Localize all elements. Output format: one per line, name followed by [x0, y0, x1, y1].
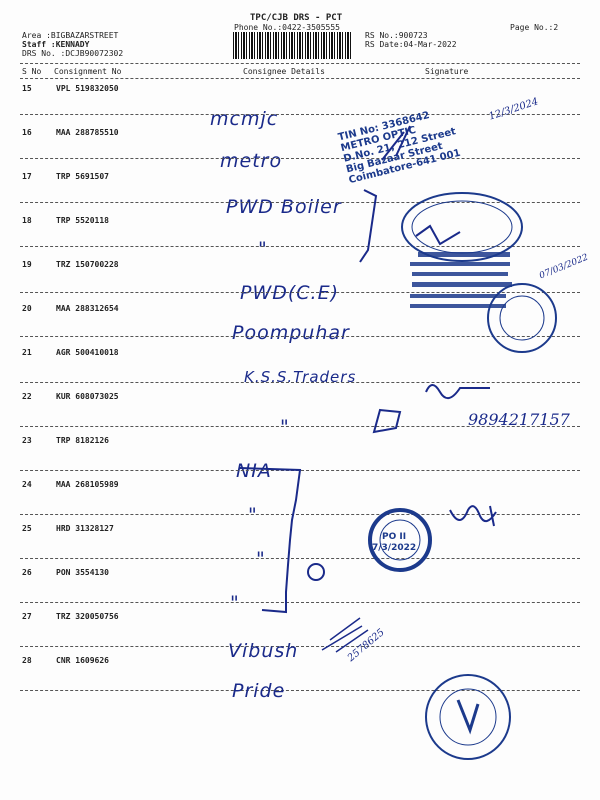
logo-seal — [488, 284, 556, 352]
consignee-handwriting: PWD(C.E) — [240, 282, 340, 304]
row-consignment: TRP 5520118 — [56, 216, 109, 225]
row-consignment: HRD 31328127 — [56, 524, 114, 533]
col-signature: Signature — [425, 67, 469, 76]
row-sno: 23 — [22, 436, 32, 445]
row-consignment: AGR 500410018 — [56, 348, 119, 357]
staff-label: Staff :KENNADY — [22, 40, 90, 49]
consignee-handwriting: mcmjc — [210, 108, 279, 130]
po-stamp-text: PO II 7/3/2022 — [372, 532, 417, 553]
rs-date: RS Date:04-Mar-2022 — [365, 40, 457, 49]
consignee-handwriting: " — [230, 592, 240, 614]
row-consignment: TRZ 150700228 — [56, 260, 119, 269]
bracket-stroke — [240, 468, 300, 612]
row-consignment: KUR 608073025 — [56, 392, 119, 401]
consignee-handwriting: " — [258, 238, 268, 260]
row-consignment: VPL 519832050 — [56, 84, 119, 93]
consignee-handwriting: " — [256, 548, 266, 570]
col-consignment: Consignment No — [54, 67, 122, 76]
row-sno: 18 — [22, 216, 32, 225]
row-sno: 26 — [22, 568, 32, 577]
consignee-handwriting: NIA — [236, 460, 272, 482]
page-number: Page No.:2 — [510, 23, 559, 32]
col-sno: S No — [22, 67, 42, 76]
lubricants-seal — [426, 675, 510, 759]
row-sno: 15 — [22, 84, 32, 93]
document-title: TPC/CJB DRS - PCT — [250, 13, 343, 23]
metro-optics-stamp: TIN No: 3368642 METRO OPTIC D.No. 21, 212 Street Big Bazaar Street Coimbatore-641 001 — [337, 110, 462, 187]
phone-number: Phone No.:0422-3505555 — [234, 23, 340, 32]
po-stamp — [370, 510, 430, 570]
row-sno: 28 — [22, 656, 32, 665]
consignee-handwriting: " — [248, 504, 258, 526]
row-sno: 16 — [22, 128, 32, 137]
row-sno: 17 — [22, 172, 32, 181]
row-consignment: TRP 8182126 — [56, 436, 109, 445]
signature-phone: 9894217157 — [468, 410, 570, 429]
row-consignment: MAA 288312654 — [56, 304, 119, 313]
row-sno: 24 — [22, 480, 32, 489]
row-consignment: TRP 5691507 — [56, 172, 109, 181]
row-consignment: PON 3554130 — [56, 568, 109, 577]
col-consignee: Consignee Details — [243, 67, 325, 76]
row-consignment: MAA 288785510 — [56, 128, 119, 137]
row-sno: 27 — [22, 612, 32, 621]
consignee-handwriting: Poompuhar — [232, 322, 350, 344]
signature-number: 2578625 — [345, 626, 387, 665]
seal-outline — [402, 193, 522, 261]
row-consignment: CNR 1609626 — [56, 656, 109, 665]
drs-number: DRS No. :DCJB90072302 — [22, 49, 124, 58]
consignee-handwriting: metro — [220, 150, 283, 172]
row-sno: 20 — [22, 304, 32, 313]
row-sno: 22 — [22, 392, 32, 401]
consignee-handwriting: Vibush — [228, 640, 299, 662]
signature-date: 07/03/2022 — [538, 252, 590, 282]
row-consignment: MAA 268105989 — [56, 480, 119, 489]
row-sno: 19 — [22, 260, 32, 269]
consignee-handwriting: Pride — [232, 680, 286, 702]
area-label: Area :BIGBAZARSTREET — [22, 31, 119, 40]
consignee-handwriting: " — [280, 416, 290, 438]
row-sno: 21 — [22, 348, 32, 357]
row-sno: 25 — [22, 524, 32, 533]
row-consignment: TRZ 320050756 — [56, 612, 119, 621]
rs-number: RS No.:900723 — [365, 31, 428, 40]
consignee-handwriting: K.S.S.Traders — [244, 368, 357, 386]
signature-date: 12/3/2024 — [487, 96, 540, 123]
consignee-handwriting: PWD Boiler — [226, 196, 342, 218]
